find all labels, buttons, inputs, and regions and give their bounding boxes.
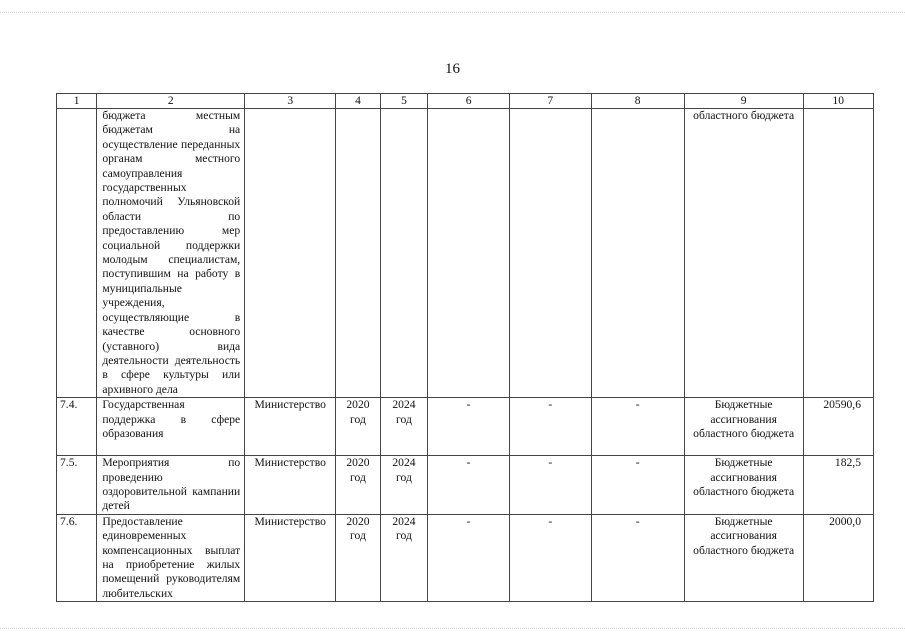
row-col7: - xyxy=(509,398,591,456)
row-name: Мероприятия по проведению оздоровительной кампании детей xyxy=(97,456,245,515)
row-source: Бюджетные ассигнования областного бюджета xyxy=(684,456,803,515)
row-executor: Министерство xyxy=(245,398,336,456)
row-source: Бюджетные ассигнования областного бюджета xyxy=(684,514,803,601)
header-cell: 2 xyxy=(97,94,245,109)
header-cell: 3 xyxy=(245,94,336,109)
row-name: бюджета местным бюджетам на осуществление переданных органам местного самоуправления государственных полномочий Ульяновской области по предоставлению мер социальной поддержки молодым специалистам, поступившим на работу в муниципальные учреждения, осуществляющие в качестве основного (уставного) вида деятельности деятельность в сфере культуры или архивного дела xyxy=(97,109,245,398)
program-table xyxy=(56,93,874,602)
row-executor xyxy=(245,109,336,398)
row-name: Государственная поддержка в сфере образования xyxy=(97,398,245,456)
row-id: 7.4. xyxy=(57,398,97,456)
row-end: 2024 год xyxy=(380,514,428,601)
row-amount: 2000,0 xyxy=(803,514,873,601)
row-start: 2020 год xyxy=(336,514,380,601)
header-cell: 9 xyxy=(684,94,803,109)
row-col6 xyxy=(428,109,510,398)
header-cell: 7 xyxy=(509,94,591,109)
header-cell: 6 xyxy=(428,94,510,109)
row-end xyxy=(380,109,428,398)
row-amount xyxy=(803,109,873,398)
header-cell: 1 xyxy=(57,94,97,109)
row-amount: 20590,6 xyxy=(803,398,873,456)
row-start: 2020 год xyxy=(336,456,380,515)
header-row xyxy=(57,94,874,109)
table-row xyxy=(57,398,874,456)
row-col7: - xyxy=(509,514,591,601)
row-executor: Министерство xyxy=(245,456,336,515)
header-cell: 5 xyxy=(380,94,428,109)
row-id: 7.6. xyxy=(57,514,97,601)
row-col7: - xyxy=(509,456,591,515)
table-row xyxy=(57,456,874,515)
header-cell: 8 xyxy=(591,94,684,109)
row-col8: - xyxy=(591,514,684,601)
row-end: 2024 год xyxy=(380,398,428,456)
row-col6: - xyxy=(428,398,510,456)
header-cell: 10 xyxy=(803,94,873,109)
scan-noise-top xyxy=(0,12,905,16)
page-number: 16 xyxy=(445,61,460,77)
scan-noise-bottom xyxy=(0,628,905,632)
row-source: Бюджетные ассигнования областного бюджета xyxy=(684,398,803,456)
table-row xyxy=(57,514,874,601)
row-executor: Министерство xyxy=(245,514,336,601)
row-source: областного бюджета xyxy=(684,109,803,398)
row-start xyxy=(336,109,380,398)
row-amount: 182,5 xyxy=(803,456,873,515)
row-col6: - xyxy=(428,456,510,515)
row-start: 2020 год xyxy=(336,398,380,456)
row-col8 xyxy=(591,109,684,398)
row-id xyxy=(57,109,97,398)
row-name: Предоставление единовременных компенсационных выплат на приобретение жилых помещений руководителям любительских xyxy=(97,514,245,601)
row-col6: - xyxy=(428,514,510,601)
header-cell: 4 xyxy=(336,94,380,109)
row-col8: - xyxy=(591,398,684,456)
row-col8: - xyxy=(591,456,684,515)
row-end: 2024 год xyxy=(380,456,428,515)
row-col7 xyxy=(509,109,591,398)
row-id: 7.5. xyxy=(57,456,97,515)
table-row xyxy=(57,109,874,398)
